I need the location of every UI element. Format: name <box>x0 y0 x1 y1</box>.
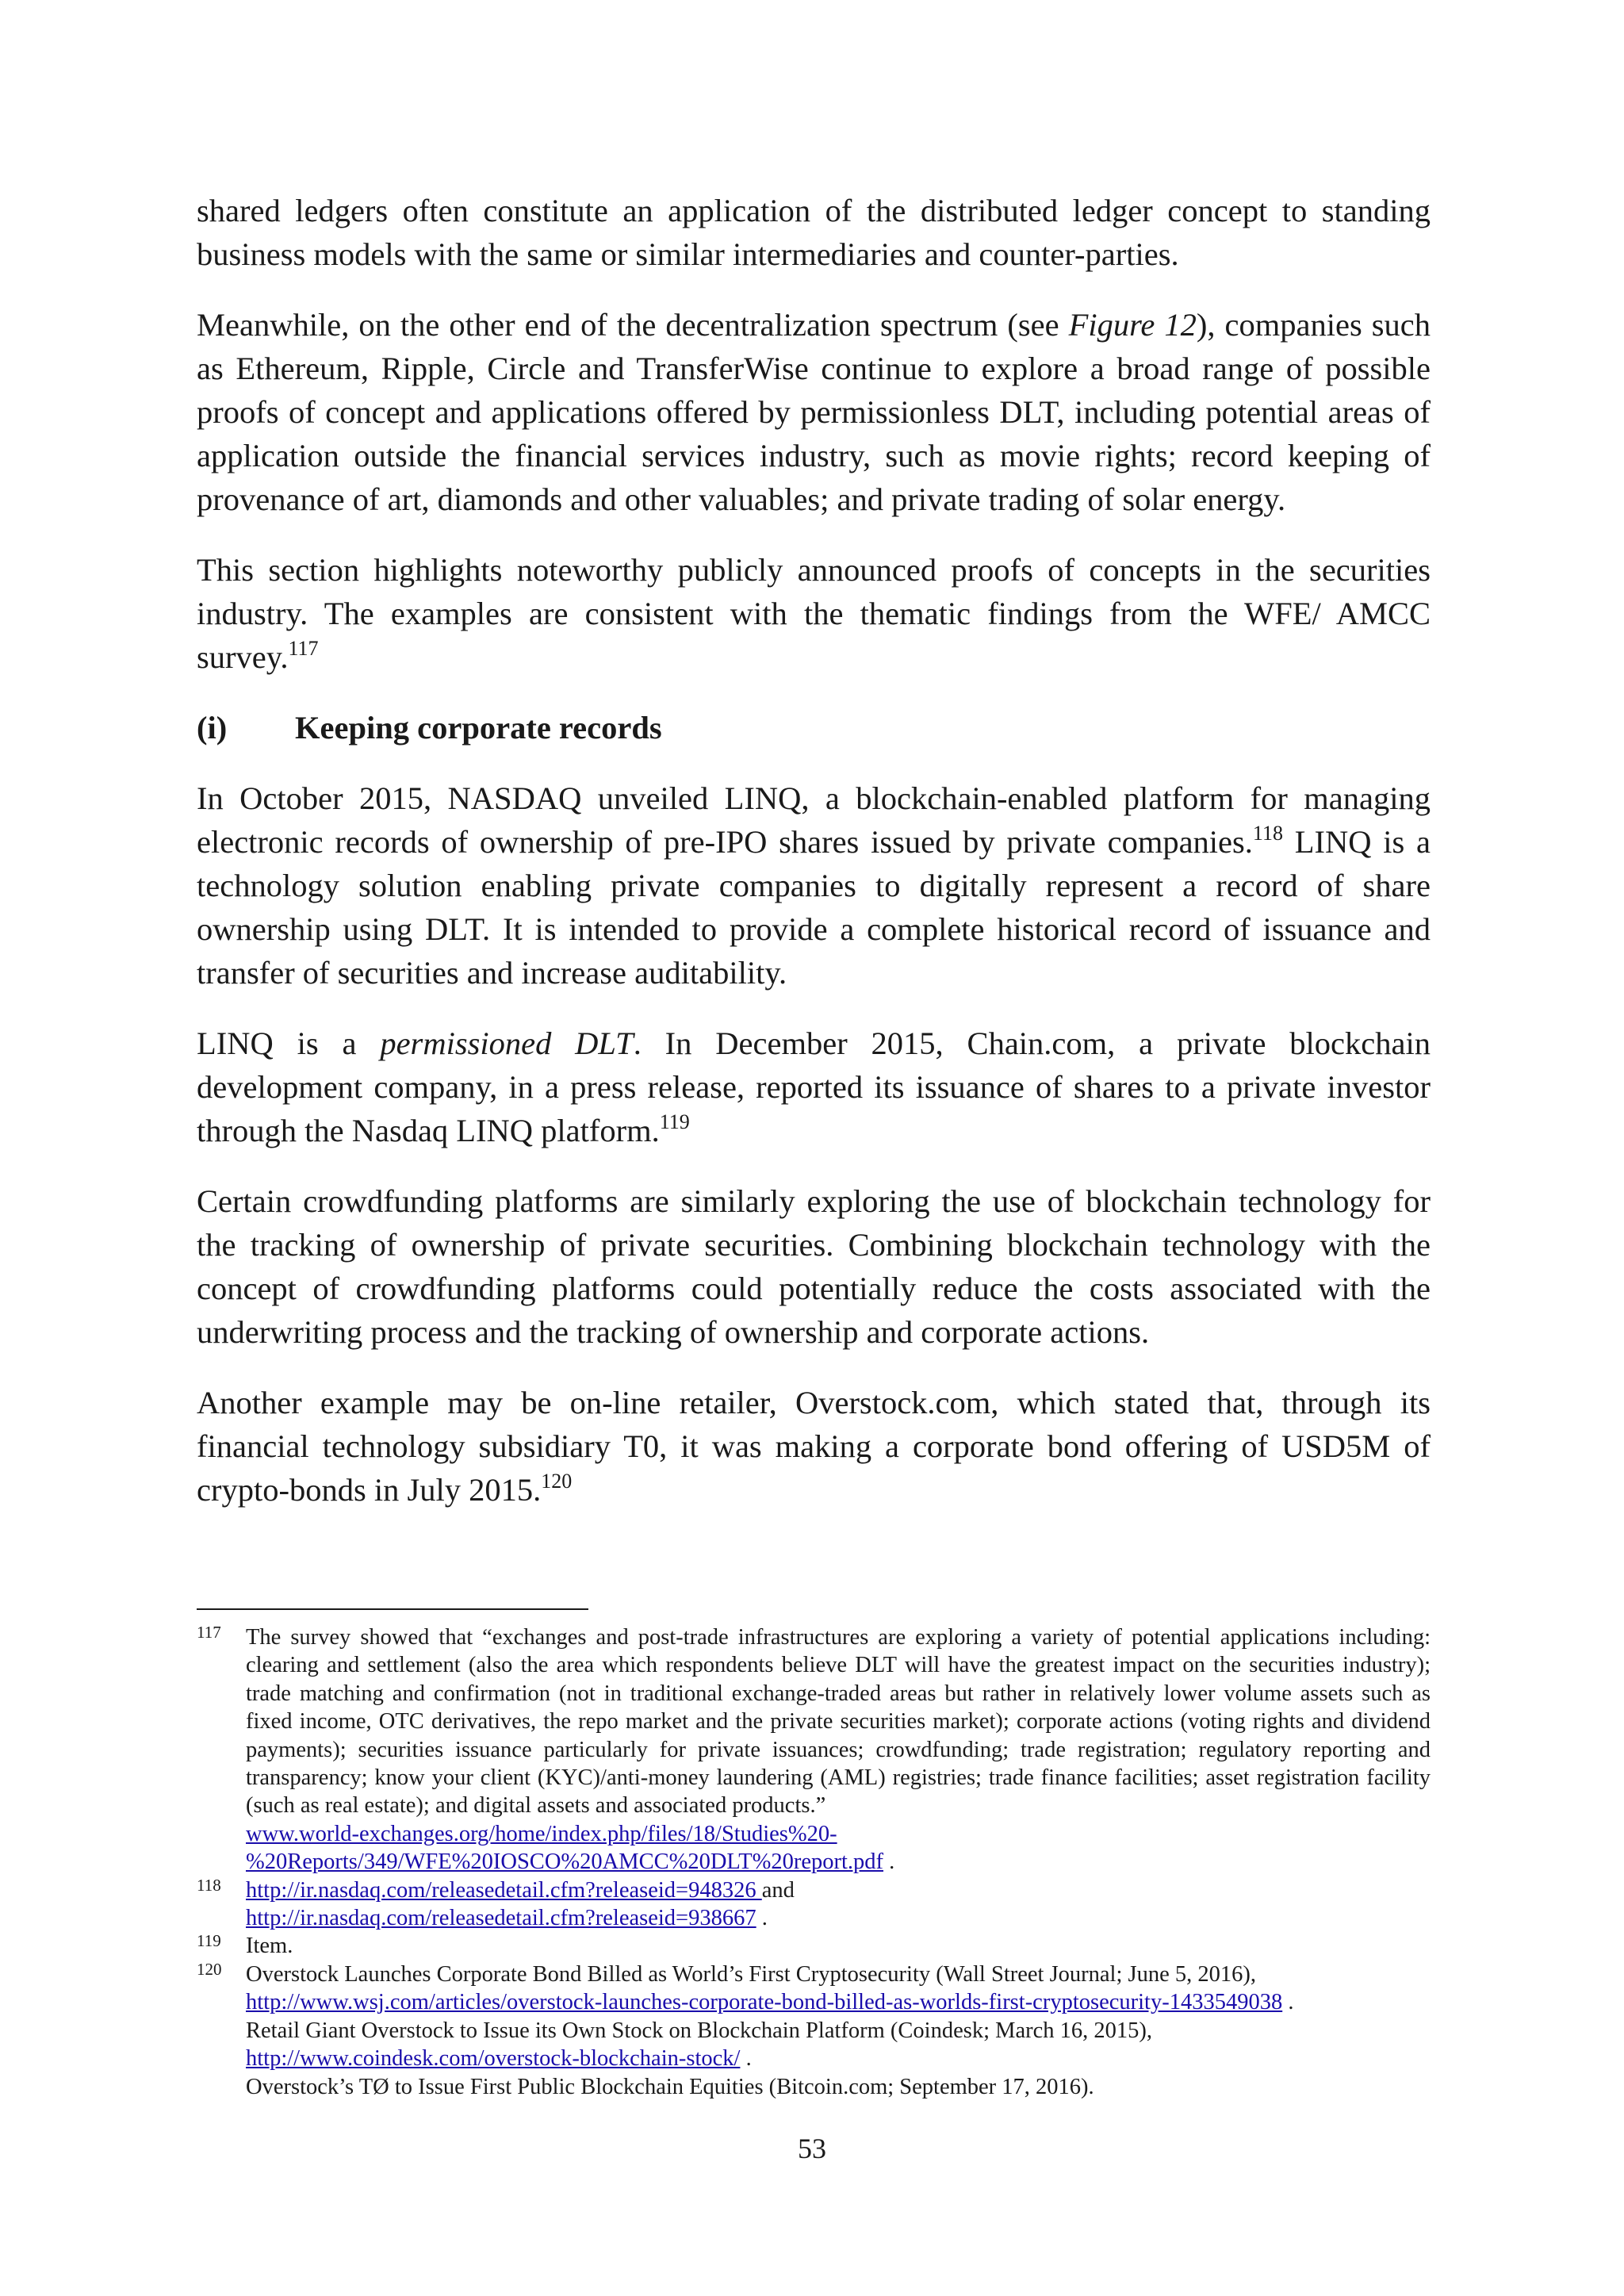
footnote-number: 118 <box>197 1875 221 1895</box>
footnote-117 <box>197 1623 1431 1876</box>
footnote-link[interactable]: %20Reports/349/WFE%20IOSCO%20AMCC%20DLT%20report.pdf <box>246 1849 884 1875</box>
section-heading <box>197 706 1431 749</box>
paragraph-crowdfunding <box>197 1179 1431 1354</box>
footnote-119 <box>197 1932 1431 1960</box>
paragraph-overstock <box>197 1381 1431 1512</box>
footnote-120 <box>197 1961 1431 2101</box>
footnote-link[interactable]: http://ir.nasdaq.com/releasedetail.cfm?releaseid=948326 <box>246 1877 762 1903</box>
footnote-text: The survey showed that “exchanges and post-trade infrastructures are exploring a variety of potential applications including: clearing and settlement (also the area which respondents believe DLT will have the greatest impact on the securities industry); trade matching and confirmation (not in traditional exchange-traded areas but rather in relatively lower volume assets such as fixed income, OTC derivatives, the repo market and the private securities market); corporate actions (voting rights and dividend payments); securities issuance particularly for private issuances; crowdfunding; trade registration; regulatory reporting and transparency; know your client (KYC)/anti-money laundering (AML) registries; trade finance facilities; asset registration facility (such as real estate); and digital assets and associated products.” <box>246 1625 1431 1819</box>
footnote-ref-120[interactable]: 120 <box>541 1470 573 1493</box>
footnote-link[interactable]: http://www.wsj.com/articles/overstock-launches-corporate-bond-billed-as-worlds-first-cryptosecurity-1433549038 <box>246 1990 1283 2015</box>
paragraph-text: LINQ is a <box>197 1025 381 1061</box>
footnote-number: 117 <box>197 1623 221 1642</box>
page-number: 53 <box>798 2133 826 2164</box>
footnote-number: 120 <box>197 1959 222 1979</box>
footnote-text: Overstock’s TØ to Issue First Public Blockchain Equities (Bitcoin.com; September 17, 2016). <box>246 2074 1094 2099</box>
paragraph-text: shared ledgers often constitute an application of the distributed ledger concept to standing business models with the same or similar intermediaries and counter-parties. <box>197 193 1431 272</box>
footnote-118 <box>197 1876 1431 1933</box>
paragraph-text: ), companies such as Ethereum, Ripple, Circle and TransferWise continue to explore a broad range of possible proofs of concept and applications offered by permissionless DLT, including potential areas of application outside the financial services industry, such as movie rights; record keeping of provenance of art, diamonds and other valuables; and private trading of solar energy. <box>197 307 1431 517</box>
paragraph-text: This section highlights noteworthy publicly announced proofs of concepts in the securities industry. The examples are consistent with the thematic findings from the WFE/ AMCC survey. <box>197 552 1431 675</box>
footnote-text: Item. <box>246 1934 293 1959</box>
footnote-ref-117[interactable]: 117 <box>288 637 319 660</box>
paragraph-text: LINQ is a technology solution enabling private companies to digitally represent a record of share ownership using DLT. It is intended to provide a complete historical record of issuance and transfer of securities and increase auditability. <box>197 824 1431 991</box>
footnote-punct: . <box>883 1849 895 1875</box>
footnote-punct: . <box>756 1906 768 1931</box>
footnote-text: Retail Giant Overstock to Issue its Own Stock on Blockchain Platform (Coindesk; March 16, 2015), <box>246 2018 1152 2043</box>
footnote-link[interactable]: www.world-exchanges.org/home/index.php/files/18/Studies%20- <box>246 1821 837 1846</box>
section-number: (i) <box>197 710 228 746</box>
emphasis-term: permissioned DLT <box>380 1025 634 1061</box>
footnote-link[interactable]: http://www.coindesk.com/overstock-blockchain-stock/ <box>246 2046 741 2072</box>
paragraph-text: Meanwhile, on the other end of the decentralization spectrum (see <box>197 307 1069 343</box>
paragraph-permissioned-dlt <box>197 1022 1431 1152</box>
footnote-ref-118[interactable]: 118 <box>1252 822 1283 845</box>
footnote-link[interactable]: http://ir.nasdaq.com/releasedetail.cfm?releaseid=938667 <box>246 1906 756 1931</box>
footnote-ref-119[interactable]: 119 <box>659 1110 690 1133</box>
paragraph-nasdaq-linq <box>197 776 1431 995</box>
paragraph-text: Another example may be on-line retailer, Overstock.com, which stated that, through its financial technology subsidiary T0, it was making a corporate bond offering of USD5M of crypto-bonds in July 2015. <box>197 1385 1431 1508</box>
paragraph-shared-ledgers <box>197 189 1431 276</box>
footnote-punct: . <box>740 2046 752 2072</box>
paragraph-text: Certain crowdfunding platforms are similarly exploring the use of blockchain technology for the tracking of ownership of private securities. Combining blockchain technology with the concept of crowdfunding platforms could potentially reduce the costs associated with the underwriting process and the tracking of ownership and corporate actions. <box>197 1183 1431 1350</box>
section-title: Keeping corporate records <box>295 710 662 746</box>
footnotes <box>197 1623 1431 2101</box>
paragraph-text: . In December 2015, Chain.com, a private blockchain development company, in a press release, reported its issuance of shares to a private investor through the Nasdaq LINQ platform. <box>197 1025 1431 1148</box>
figure-reference: Figure 12 <box>1068 307 1197 343</box>
page-body <box>197 189 1431 1539</box>
footnote-number: 119 <box>197 1931 221 1951</box>
footnote-punct: . <box>1282 1990 1294 2015</box>
footnote-divider <box>197 1608 588 1610</box>
footnote-text: and <box>761 1877 795 1903</box>
paragraph-section-highlights <box>197 548 1431 679</box>
paragraph-text: In October 2015, NASDAQ unveiled LINQ, a blockchain-enabled platform for managing electronic records of ownership of pre-IPO shares issued by private companies. <box>197 780 1431 860</box>
paragraph-decentralization <box>197 303 1431 521</box>
footnote-text: Overstock Launches Corporate Bond Billed as World’s First Cryptosecurity (Wall Street Journal; June 5, 2016), <box>246 1961 1256 1987</box>
